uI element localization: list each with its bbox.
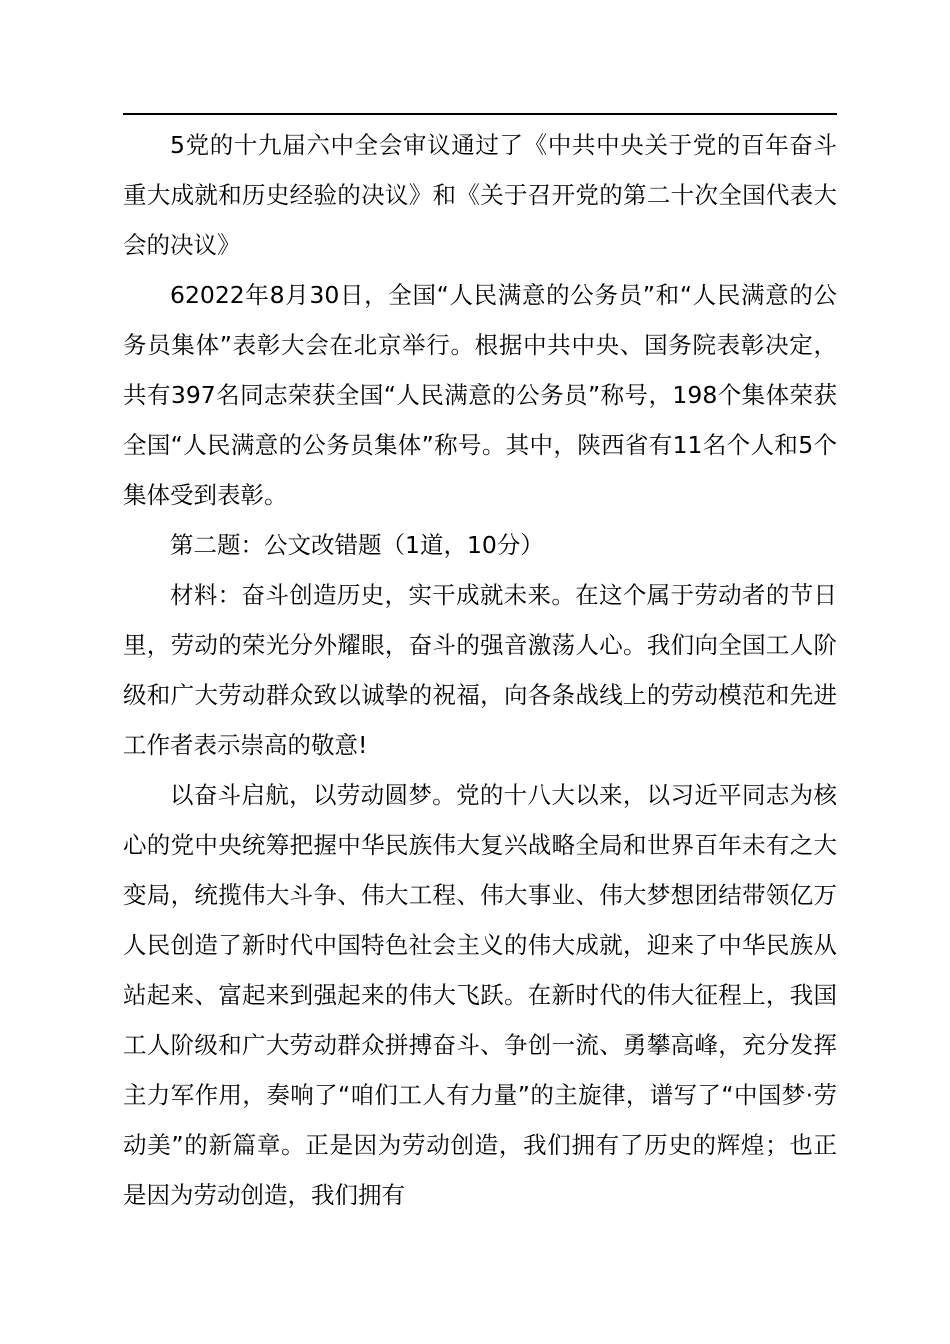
paragraph-material-intro: 材料：奋斗创造历史，实干成就未来。在这个属于劳动者的节日里，劳动的荣光分外耀眼，奋斗的强音激荡人心。我们向全国工人阶级和广大劳动群众致以诚挚的祝福，向各条战线上的劳动模范和先进工作者表示崇高的敬意!: [123, 581, 837, 759]
paragraph-resolution-item: 5党的十九届六中全会审议通过了《中共中央关于党的百年奋斗重大成就和历史经验的决议》和《关于召开党的第二十次全国代表大会的决议》: [123, 131, 837, 259]
paragraph-material-body: 以奋斗启航，以劳动圆梦。党的十八大以来，以习近平同志为核心的党中央统筹把握中华民族伟大复兴战略全局和世界百年未有之大变局，统揽伟大斗争、伟大工程、伟大事业、伟大梦想团结带领亿万人民创造了新时代中国特色社会主义的伟大成就，迎来了中华民族从站起来、富起来到强起来的伟大飞跃。在新时代的伟大征程上，我国工人阶级和广大劳动群众拼搏奋斗、争创一流、勇攀高峰，充分发挥主力军作用，奏响了“咱们工人有力量”的主旋律，谱写了“中国梦·劳动美”的新篇章。正是因为劳动创造，我们拥有了历史的辉煌；也正是因为劳动创造，我们拥有: [123, 781, 837, 1209]
paragraph-civil-servant-award: 62022年8月30日，全国“人民满意的公务员”和“人民满意的公务员集体”表彰大会在北京举行。根据中共中央、国务院表彰决定，共有397名同志荣获全国“人民满意的公务员”称号，198个集体荣获全国“人民满意的公务员集体”称号。其中，陕西省有11名个人和5个集体受到表彰。: [123, 281, 837, 509]
section-heading-question-two: 第二题：公文改错题（1道，10分）: [170, 531, 544, 559]
document-body: [123, 120, 837, 1220]
header-rule: [123, 113, 837, 115]
